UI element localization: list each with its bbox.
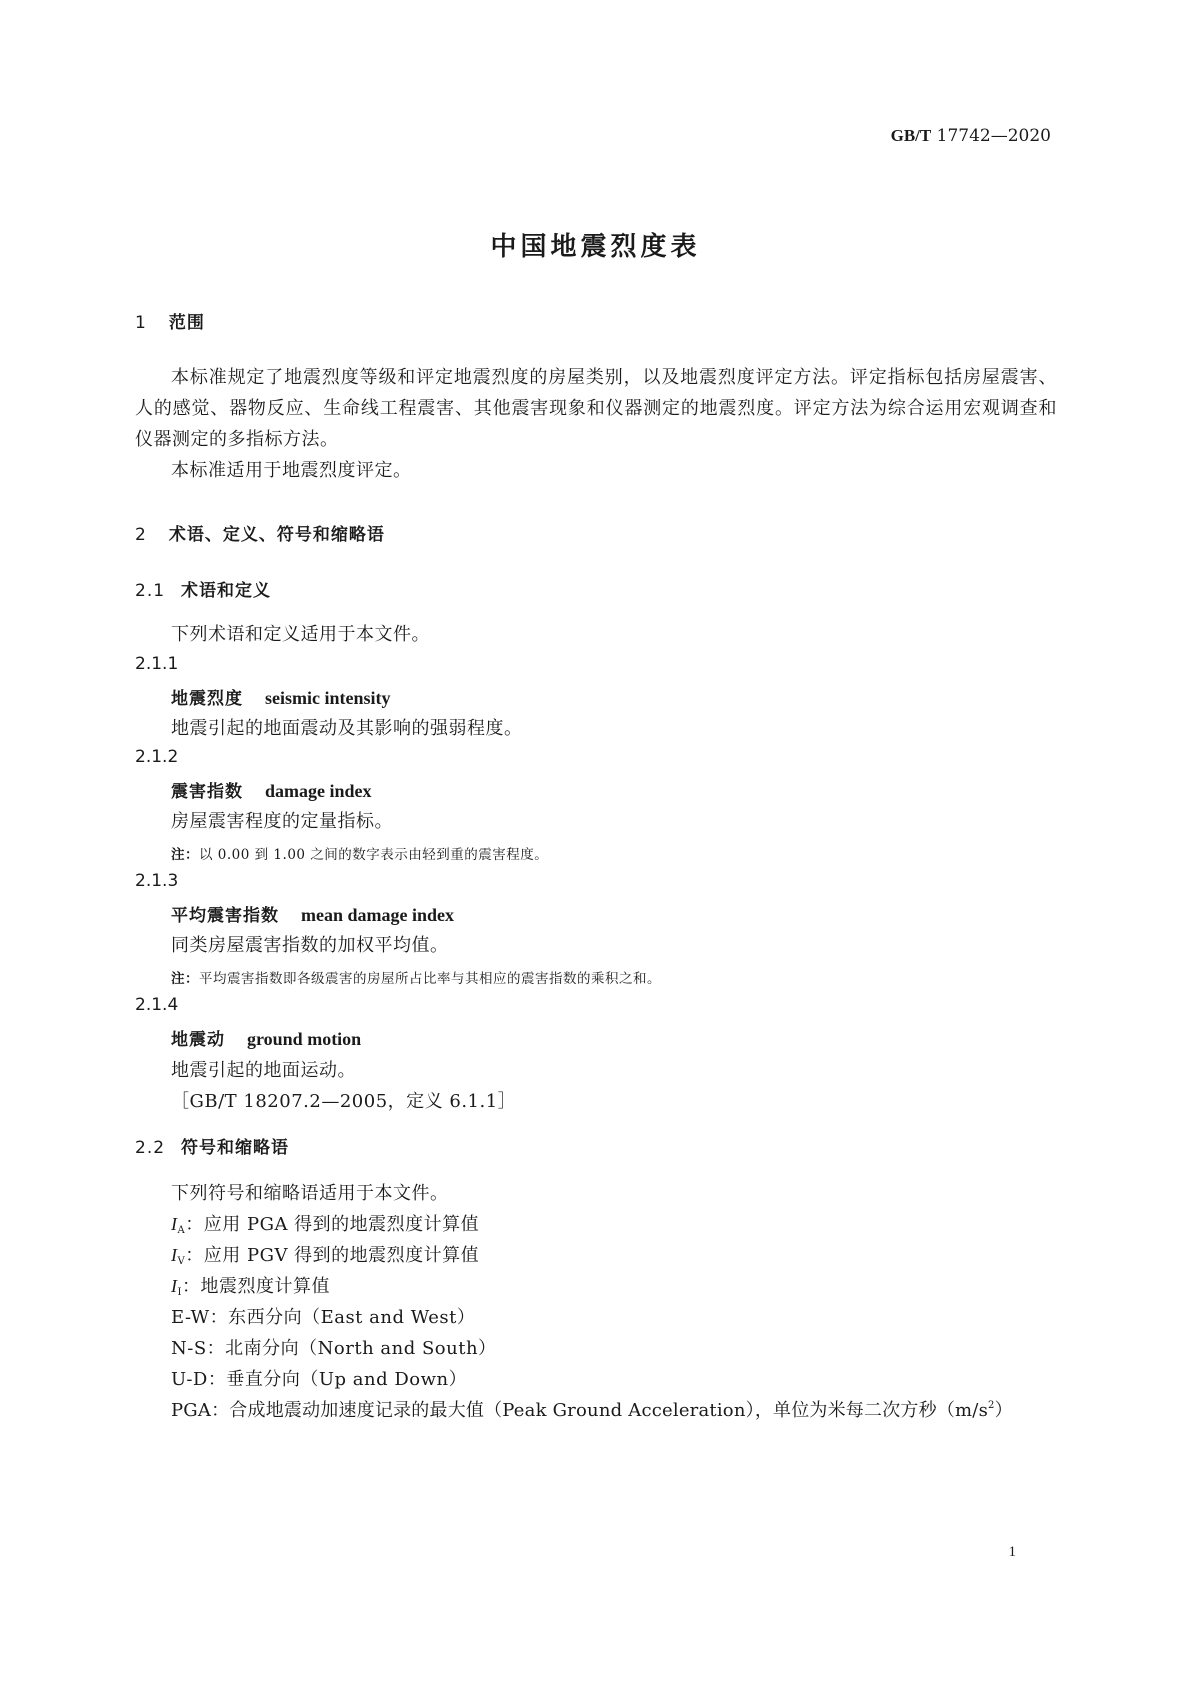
symbol-description: ：应用 PGV 得到的地震烈度计算值 [185, 1245, 480, 1266]
unit-superscript: 2 [988, 1400, 995, 1411]
abbreviation-entry: N-S：北南分向（North and South） [171, 1338, 497, 1359]
scope-applicability: 本标准适用于地震烈度评定。 [171, 460, 412, 481]
page-number: 1 [1008, 1544, 1016, 1560]
section-number: 1 [135, 313, 147, 333]
symbol: I [171, 1245, 178, 1265]
symbol-description: ：地震烈度计算值 [181, 1276, 330, 1297]
symbol: I [171, 1214, 178, 1234]
section-number: 2 [135, 525, 147, 545]
term-entry [171, 684, 391, 709]
term-zh: 地震烈度 [171, 689, 243, 709]
clause-number: 2.1.2 [135, 747, 179, 767]
section-title: 术语和定义 [181, 581, 272, 601]
scope-paragraph: 本标准规定了地震烈度等级和评定地震烈度的房屋类别，以及地震烈度评定方法。评定指标包括房屋震害、人的感觉、器物反应、生命线工程震害、其他震害现象和仪器测定的地震烈度。评定方法为综合运用宏观调查和仪器测定的多指标方法。 [135, 367, 1057, 450]
term-entry [171, 901, 454, 926]
term-zh: 平均震害指数 [171, 906, 279, 926]
term-entry [171, 1025, 361, 1050]
symbol-entry [171, 1272, 330, 1298]
term-en: mean damage index [301, 905, 454, 925]
note-text: 平均震害指数即各级震害的房屋所占比率与其相应的震害指数的乘积之和。 [199, 971, 661, 987]
note [171, 843, 548, 863]
standard-code [891, 126, 1051, 146]
clause-number: 2.1.3 [135, 871, 179, 891]
abbreviation-entry: E-W：东西分向（East and West） [171, 1307, 476, 1328]
symbol-entry [171, 1210, 479, 1236]
note-label: 注： [171, 847, 199, 863]
note [171, 967, 661, 987]
term-definition: 同类房屋震害指数的加权平均值。 [171, 935, 449, 956]
symbol-description: ：应用 PGA 得到的地震烈度计算值 [185, 1214, 480, 1235]
term-entry [171, 777, 372, 802]
term-en: ground motion [247, 1029, 362, 1049]
section-1-heading [135, 308, 205, 333]
section-2-heading [135, 520, 385, 545]
clause-number: 2.1.1 [135, 654, 179, 674]
section-number: 2.1 [135, 581, 166, 601]
note-text: 以 0.00 到 1.00 之间的数字表示由轻到重的震害程度。 [199, 847, 549, 863]
section-title: 范围 [168, 313, 205, 333]
standard-prefix: GB/T [890, 126, 932, 145]
term-definition: 房屋震害程度的定量指标。 [171, 811, 393, 832]
symbol-subscript: A [177, 1225, 186, 1236]
symbols-intro: 下列符号和缩略语适用于本文件。 [171, 1183, 449, 1204]
note-label: 注： [171, 971, 199, 987]
pga-text: PGA：合成地震动加速度记录的最大值（Peak Ground Acceleration），单位为米每二次方秒（m/s [171, 1400, 989, 1421]
term-zh: 震害指数 [171, 782, 243, 802]
term-en: seismic intensity [265, 688, 391, 708]
pga-close: ） [994, 1400, 1013, 1421]
term-source: ［GB/T 18207.2—2005，定义 6.1.1］ [171, 1091, 517, 1112]
term-definition: 地震引起的地面震动及其影响的强弱程度。 [171, 718, 523, 739]
abbreviation-entry: U-D：垂直分向（Up and Down） [171, 1369, 468, 1390]
symbol: I [171, 1276, 178, 1296]
abbreviation-entry-pga [171, 1396, 1013, 1422]
document-title: 中国地震烈度表 [490, 232, 701, 262]
section-2-2-heading [135, 1133, 289, 1158]
term-zh: 地震动 [171, 1030, 225, 1050]
terms-intro: 下列术语和定义适用于本文件。 [171, 624, 430, 645]
symbol-subscript: I [177, 1287, 182, 1298]
term-definition: 地震引起的地面运动。 [171, 1060, 356, 1081]
symbol-entry [171, 1241, 479, 1267]
section-number: 2.2 [135, 1138, 166, 1158]
clause-number: 2.1.4 [135, 995, 179, 1015]
standard-number: 17742—2020 [936, 126, 1051, 146]
symbol-subscript: V [177, 1256, 186, 1267]
section-2-1-heading [135, 576, 271, 601]
section-title: 术语、定义、符号和缩略语 [168, 525, 385, 545]
term-en: damage index [265, 781, 372, 801]
section-title: 符号和缩略语 [181, 1138, 290, 1158]
